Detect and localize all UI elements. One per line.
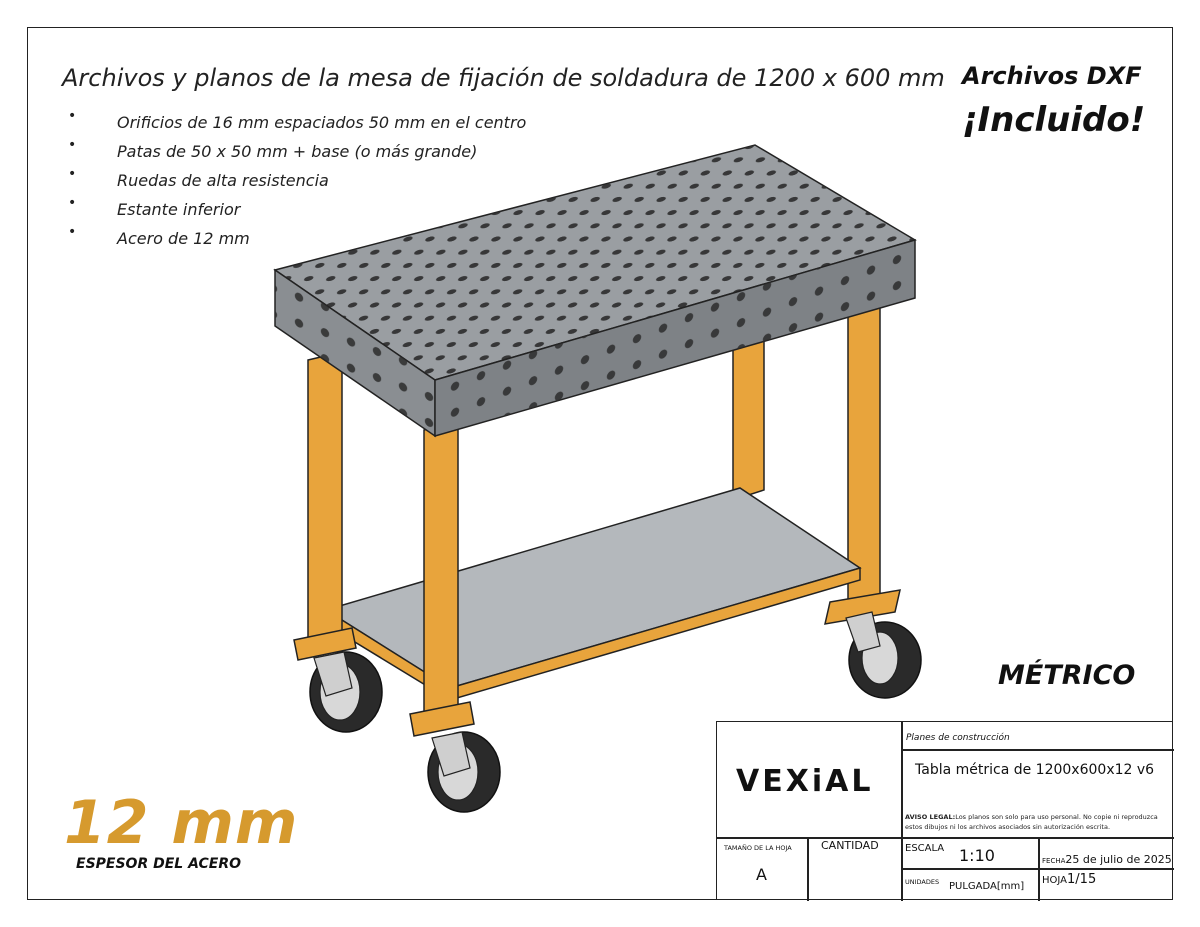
page-title: Archivos y planos de la mesa de fijación de soldadura de 1200 x 600 mm: [62, 64, 945, 92]
feature-text: Patas de 50 x 50 mm + base (o más grande): [117, 142, 478, 161]
title-block: [716, 721, 1173, 900]
scale-value: 1:10: [959, 846, 995, 865]
date-field: [1042, 853, 1172, 866]
divider: [901, 749, 1174, 751]
date-label: FECHA: [1042, 857, 1066, 865]
scale-label: ESCALA: [905, 843, 945, 854]
quantity-label: CANTIDAD: [821, 839, 879, 852]
sheet-label: HOJA: [1042, 875, 1068, 886]
legal-line-2: estos dibujos ni los archivos asociados sin autorización escrita.: [905, 823, 1111, 831]
date-value: 25 de julio de 2025: [1065, 853, 1172, 866]
divider: [1038, 837, 1040, 901]
divider: [717, 837, 1174, 839]
units-label: UNIDADES: [905, 878, 940, 886]
units-system-label: MÉTRICO: [998, 660, 1136, 691]
section-label: Planes de construcción: [906, 733, 1010, 743]
legal-line-1: Los planos son solo para uso personal. No copie ni reproduzca: [955, 813, 1158, 821]
dxf-files-label: Archivos DXF: [962, 62, 1142, 90]
sheet-size-value: A: [756, 865, 767, 884]
bullet-icon: •: [68, 195, 77, 211]
company-logo: VEXiAL: [736, 764, 874, 799]
front-right-caster: [410, 702, 500, 812]
included-label: ¡Incluido!: [962, 100, 1146, 140]
bullet-icon: •: [68, 224, 77, 240]
sheet-size-label: TAMAÑO DE LA HOJA: [724, 844, 792, 852]
fixture-table-top: [275, 145, 915, 436]
divider: [807, 837, 809, 901]
lower-shelf: [322, 488, 860, 700]
drawing-title: Tabla métrica de 1200x600x12 v6: [915, 762, 1155, 778]
bullet-icon: •: [68, 166, 77, 182]
feature-text: Acero de 12 mm: [117, 229, 250, 248]
feature-text: Ruedas de alta resistencia: [117, 171, 329, 190]
bullet-icon: •: [68, 108, 77, 124]
units-value: PULGADA[mm]: [949, 881, 1025, 892]
sheet-value: 1/15: [1067, 872, 1097, 887]
back-caster: [825, 590, 921, 698]
legal-label: AVISO LEGAL:: [905, 813, 956, 821]
bullet-icon: •: [68, 137, 77, 153]
sheet-field: [1042, 872, 1096, 887]
steel-thickness-caption: ESPESOR DEL ACERO: [76, 856, 242, 872]
feature-text: Orificios de 16 mm espaciados 50 mm en el centro: [117, 113, 527, 132]
feature-text: Estante inferior: [117, 200, 241, 219]
legal-notice: [905, 812, 1158, 832]
welding-table-illustration: [260, 140, 940, 820]
steel-thickness-value: 12 mm: [64, 788, 299, 858]
